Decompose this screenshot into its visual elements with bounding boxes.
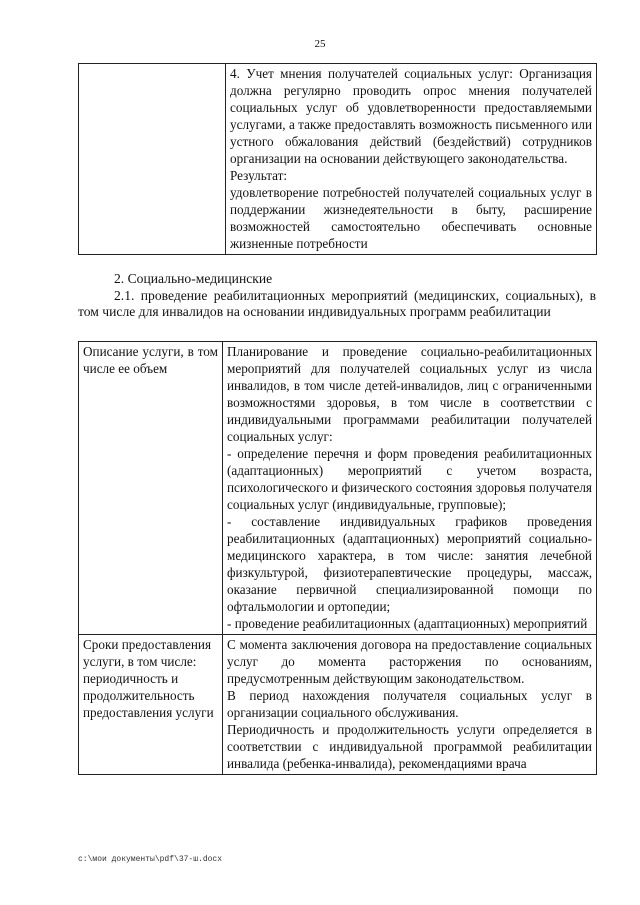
paragraph: - составление индивидуальных графиков проведения реабилитационных (адаптационных) мероприятий социально-медицинского характера, в том числе: занятия лечебной физкультурой, физиотерапевтические процедуры, массаж, оказание первичной специализированной помощи по офтальмологии и ортопедии; (227, 514, 592, 614)
paragraph: В период нахождения получателя социальных услуг в организации социального обслуживания. (227, 688, 592, 720)
row-label (79, 635, 223, 775)
row-label-text: Описание услуги, в том числе ее объем (83, 344, 218, 376)
paragraph: Периодичность и продолжительность услуги определяется в соответствии с индивидуальной программой реабилитации инвалида (ребенка-инвалида), рекомендациями врача (227, 722, 592, 771)
paragraph: удовлетворение потребностей получателей социальных услуг в поддержании жизнедеятельности в быту, расширение возможностей самостоятельно обеспечивать основные жизненные потребности (230, 185, 592, 251)
section-heading: 2. Социально-медицинские (114, 271, 273, 286)
paragraph: 4. Учет мнения получателей социальных услуг: Организация должна регулярно проводить опрос мнения получателей социальных услуг об удовлетворенности предоставляемыми услугами, а также предоставлять возможность письменного или устного обжалования действий (бездействий) сотрудников организации на основании действующего законодательства. (230, 66, 592, 166)
paragraph: - определение перечня и форм проведения реабилитационных (адаптационных) мероприятий с учетом возраста, психологического и физического состояния здоровья получателя социальных услуг (индивидуальные, групповые); (227, 446, 592, 512)
section-item: 2.1. проведение реабилитационных мероприятий (медицинских, социальных), в том числе для инвалидов на основании индивидуальных программ реабилитации (78, 288, 596, 319)
service-table (78, 341, 597, 775)
footer-file-path: c:\мои документы\pdf\37-ш.docx (78, 855, 223, 864)
paragraph: Результат: (230, 168, 288, 183)
table-row (79, 342, 597, 635)
paragraph: С момента заключения договора на предоставление социальных услуг до момента расторжения по основаниям, предусмотренным действующим законодательством. (227, 637, 592, 686)
table-cell (226, 64, 597, 255)
table-cell (223, 635, 597, 775)
top-table (78, 63, 597, 255)
row-label (79, 342, 223, 635)
page-number: 25 (314, 38, 326, 50)
table-cell-empty (79, 64, 226, 255)
paragraph: - проведение реабилитационных (адаптационных) мероприятий (227, 616, 588, 631)
row-label-text: Сроки предоставления услуги, в том числе: периодичность и продолжительность предоставления услуги (83, 637, 214, 720)
table-row (79, 64, 597, 255)
table-cell (223, 342, 597, 635)
paragraph: Планирование и проведение социально-реабилитационных мероприятий для получателей социальных услуг из числа инвалидов, в том числе детей-инвалидов, лиц с ограниченными возможностями здоровья, в том числе в соответствии с индивидуальными программами реабилитации получателей социальных услуг: (227, 344, 592, 444)
table-row (79, 635, 597, 775)
